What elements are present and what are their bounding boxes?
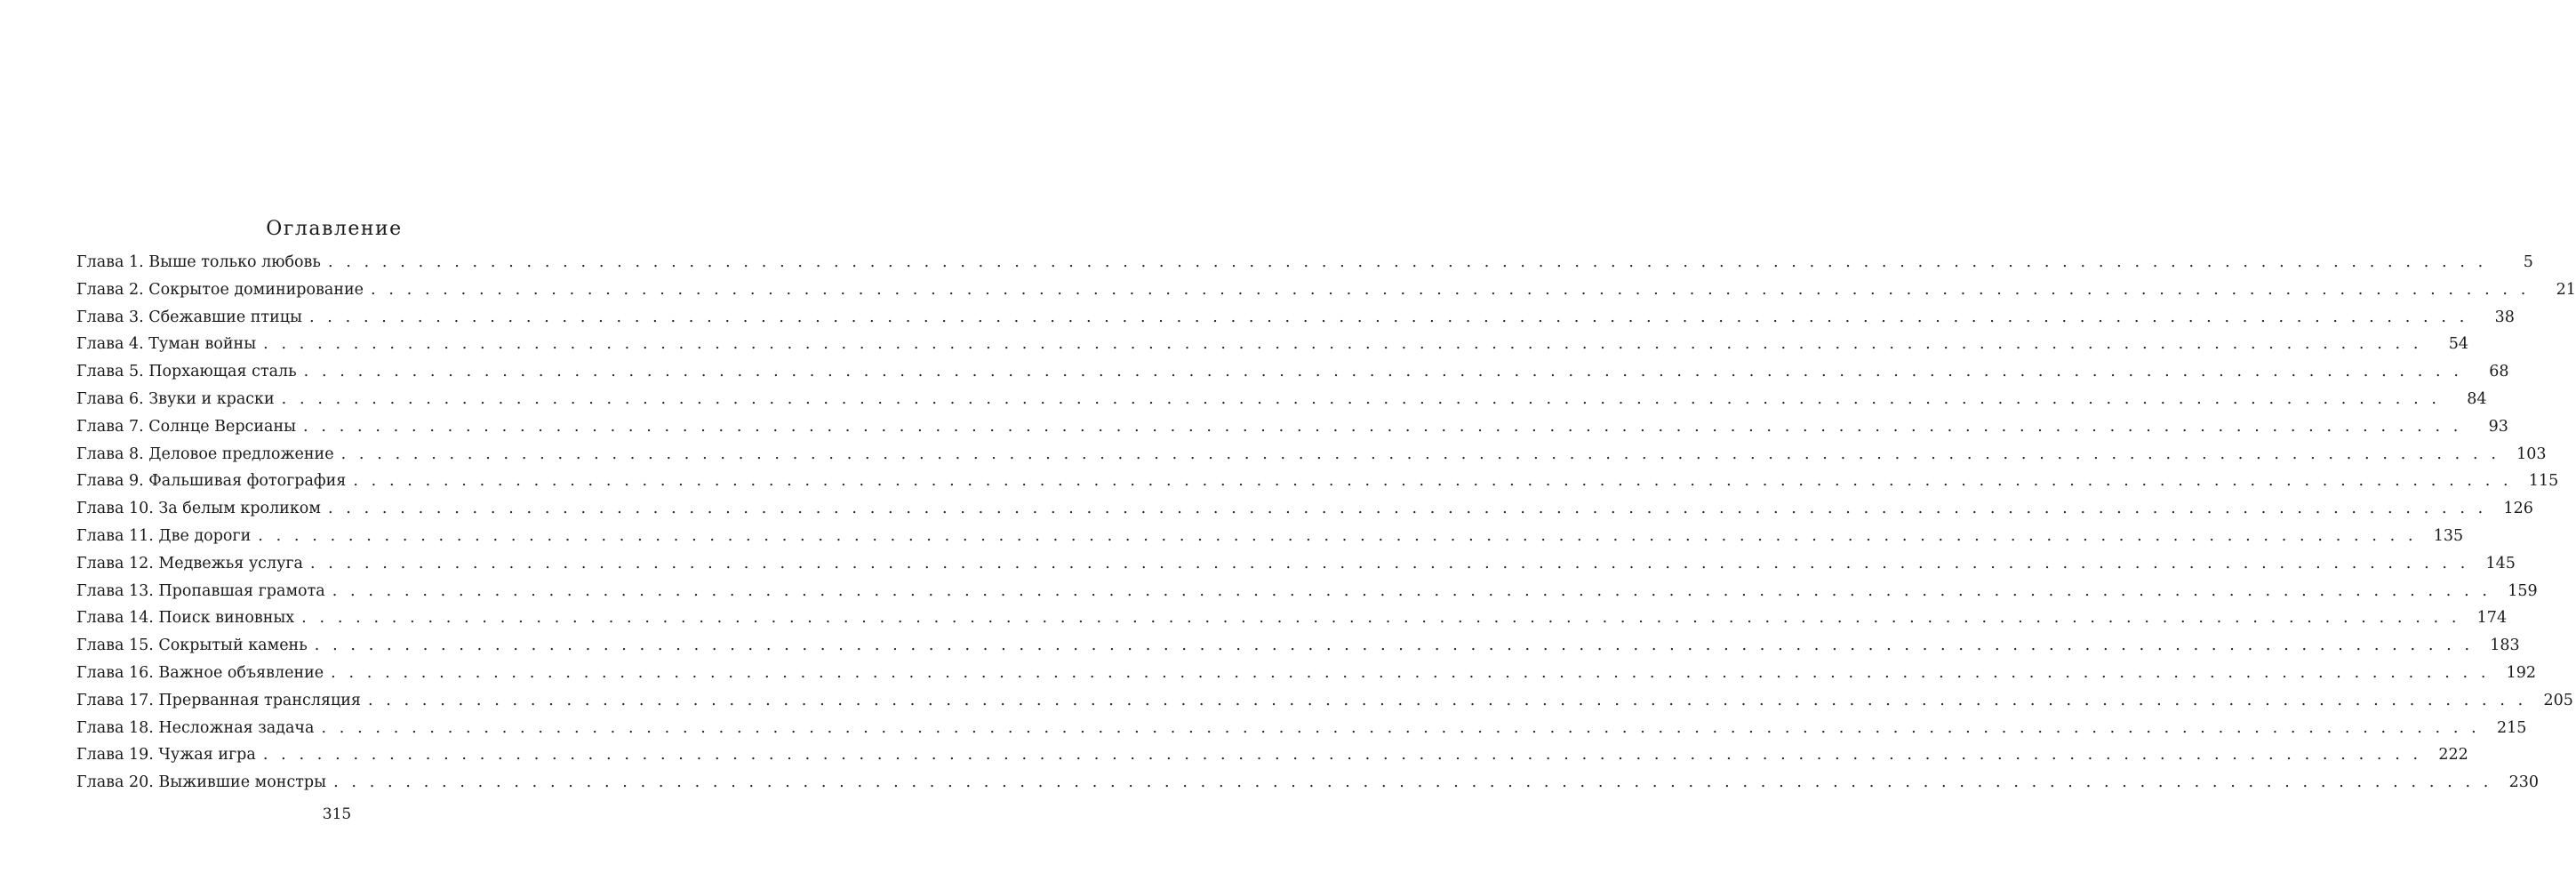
dot-leader: . . . . . . . . . . . . . . . . . . . . . . . . . . . . . . . . . . . . . . . . . . . . . . . . . . . . . . . . . . . . . . . . . . . . . . . . . . . . . . . . . . . . . . . . . . . . . . . . . . . . . . . . . . . . . . . . . . . . . . . . bbox=[371, 280, 2530, 299]
toc-entry bbox=[76, 605, 2508, 632]
toc-entry-page: 93 bbox=[2488, 417, 2508, 436]
toc-entry bbox=[76, 632, 2520, 660]
toc-entry-label: Глава 3. Сбежавшие птицы bbox=[76, 308, 302, 326]
toc-entry-page: 21 bbox=[2556, 280, 2576, 299]
toc-entry bbox=[76, 687, 2573, 715]
toc-entry-label: Глава 12. Медвежья услуга bbox=[76, 554, 303, 573]
dot-leader: . . . . . . . . . . . . . . . . . . . . . . . . . . . . . . . . . . . . . . . . . . . . . . . . . . . . . . . . . . . . . . . . . . . . . . . . . . . . . . . . . . . . . . . . . . . . . . . . . . . . . . . . . . . . . . . . . . . . . . . . bbox=[258, 526, 2418, 545]
toc-entry-label: Глава 19. Чужая игра bbox=[76, 746, 256, 765]
toc-entry bbox=[76, 276, 2576, 304]
toc-entry-page: 5 bbox=[2523, 253, 2533, 271]
dot-leader: . . . . . . . . . . . . . . . . . . . . . . . . . . . . . . . . . . . . . . . . . . . . . . . . . . . . . . . . . . . . . . . . . . . . . . . . . . . . . . . . . . . . . . . . . . . . . . . . . . . . . . . . . . . . . . . . . . . . . . . . bbox=[332, 581, 2492, 600]
toc-entry-page: 222 bbox=[2438, 746, 2468, 765]
toc-entry-label: Глава 7. Солнце Версианы bbox=[76, 417, 297, 436]
toc-entry bbox=[76, 468, 2559, 495]
dot-leader: . . . . . . . . . . . . . . . . . . . . . . . . . . . . . . . . . . . . . . . . . . . . . . . . . . . . . . . . . . . . . . . . . . . . . . . . . . . . . . . . . . . . . . . . . . . . . . . . . . . . . . . . . . . . . . . . . . . . . . . . bbox=[327, 500, 2487, 518]
toc-entry-page: 205 bbox=[2543, 691, 2573, 709]
toc-entry-label: Глава 14. Поиск виновных bbox=[76, 609, 295, 628]
toc-entry bbox=[76, 249, 2533, 276]
toc-entry-label: Глава 11. Две дороги bbox=[76, 526, 252, 545]
toc-entry bbox=[76, 741, 2468, 769]
dot-leader: . . . . . . . . . . . . . . . . . . . . . . . . . . . . . . . . . . . . . . . . . . . . . . . . . . . . . . . . . . . . . . . . . . . . . . . . . . . . . . . . . . . . . . . . . . . . . . . . . . . . . . . . . . . . . . . . . . . . . . . . bbox=[340, 444, 2500, 463]
toc-entry bbox=[76, 331, 2469, 358]
toc-entry-label: Глава 18. Несложная задача bbox=[76, 718, 315, 737]
toc-entry-page: 38 bbox=[2494, 308, 2515, 326]
toc-entry-page: 230 bbox=[2508, 773, 2539, 792]
toc-entry-label: Глава 2. Сокрытое доминирование bbox=[76, 280, 364, 299]
toc-entry bbox=[76, 495, 2533, 523]
toc-entry-label: Глава 15. Сокрытый камень bbox=[76, 637, 308, 655]
page-number: 315 bbox=[322, 805, 352, 823]
dot-leader: . . . . . . . . . . . . . . . . . . . . . . . . . . . . . . . . . . . . . . . . . . . . . . . . . . . . . . . . . . . . . . . . . . . . . . . . . . . . . . . . . . . . . . . . . . . . . . . . . . . . . . . . . . . . . . . . . . . . . . . . bbox=[308, 308, 2468, 326]
toc-list bbox=[76, 249, 2576, 797]
toc-entry-page: 192 bbox=[2506, 663, 2537, 682]
toc-entry-label: Глава 1. Выше только любовь bbox=[76, 253, 321, 271]
toc-entry-page: 159 bbox=[2508, 581, 2538, 600]
dot-leader: . . . . . . . . . . . . . . . . . . . . . . . . . . . . . . . . . . . . . . . . . . . . . . . . . . . . . . . . . . . . . . . . . . . . . . . . . . . . . . . . . . . . . . . . . . . . . . . . . . . . . . . . . . . . . . . . . . . . . . . . bbox=[314, 637, 2474, 655]
toc-entry-page: 126 bbox=[2503, 500, 2533, 518]
toc-entry bbox=[76, 413, 2508, 441]
dot-leader: . . . . . . . . . . . . . . . . . . . . . . . . . . . . . . . . . . . . . . . . . . . . . . . . . . . . . . . . . . . . . . . . . . . . . . . . . . . . . . . . . . . . . . . . . . . . . . . . . . . . . . . . . . . . . . . . . . . . . . . . bbox=[353, 472, 2513, 491]
toc-entry-page: 183 bbox=[2490, 637, 2520, 655]
toc-entry bbox=[76, 715, 2527, 742]
dot-leader: . . . . . . . . . . . . . . . . . . . . . . . . . . . . . . . . . . . . . . . . . . . . . . . . . . . . . . . . . . . . . . . . . . . . . . . . . . . . . . . . . . . . . . . . . . . . . . . . . . . . . . . . . . . . . . . . . . . . . . . . bbox=[367, 691, 2527, 709]
dot-leader: . . . . . . . . . . . . . . . . . . . . . . . . . . . . . . . . . . . . . . . . . . . . . . . . . . . . . . . . . . . . . . . . . . . . . . . . . . . . . . . . . . . . . . . . . . . . . . . . . . . . . . . . . . . . . . . . . . . . . . . . bbox=[263, 335, 2423, 354]
toc-entry bbox=[76, 578, 2538, 605]
toc-entry-label: Глава 9. Фальшивая фотография bbox=[76, 472, 347, 491]
toc-entry-label: Глава 6. Звуки и краски bbox=[76, 389, 275, 408]
dot-leader: . . . . . . . . . . . . . . . . . . . . . . . . . . . . . . . . . . . . . . . . . . . . . . . . . . . . . . . . . . . . . . . . . . . . . . . . . . . . . . . . . . . . . . . . . . . . . . . . . . . . . . . . . . . . . . . . . . . . . . . . bbox=[309, 554, 2469, 573]
toc-entry bbox=[76, 769, 2539, 797]
toc-entry-page: 215 bbox=[2496, 718, 2527, 737]
toc-entry bbox=[76, 386, 2487, 413]
toc-entry-label: Глава 17. Прерванная трансляция bbox=[76, 691, 361, 709]
toc-entry-page: 115 bbox=[2528, 472, 2559, 491]
toc-entry bbox=[76, 660, 2537, 687]
dot-leader: . . . . . . . . . . . . . . . . . . . . . . . . . . . . . . . . . . . . . . . . . . . . . . . . . . . . . . . . . . . . . . . . . . . . . . . . . . . . . . . . . . . . . . . . . . . . . . . . . . . . . . . . . . . . . . . . . . . . . . . . bbox=[321, 718, 2481, 737]
toc-entry-label: Глава 20. Выжившие монстры bbox=[76, 773, 327, 792]
toc-entry-label: Глава 5. Порхающая сталь bbox=[76, 363, 297, 381]
toc-entry-page: 174 bbox=[2476, 609, 2508, 628]
toc-entry-page: 135 bbox=[2433, 526, 2464, 545]
toc-title: Оглавление bbox=[266, 218, 403, 240]
dot-leader: . . . . . . . . . . . . . . . . . . . . . . . . . . . . . . . . . . . . . . . . . . . . . . . . . . . . . . . . . . . . . . . . . . . . . . . . . . . . . . . . . . . . . . . . . . . . . . . . . . . . . . . . . . . . . . . . . . . . . . . . bbox=[327, 253, 2487, 271]
toc-entry-label: Глава 10. За белым кроликом bbox=[76, 500, 321, 518]
toc-entry-label: Глава 13. Пропавшая грамота bbox=[76, 581, 325, 600]
dot-leader: . . . . . . . . . . . . . . . . . . . . . . . . . . . . . . . . . . . . . . . . . . . . . . . . . . . . . . . . . . . . . . . . . . . . . . . . . . . . . . . . . . . . . . . . . . . . . . . . . . . . . . . . . . . . . . . . . . . . . . . . bbox=[281, 389, 2441, 408]
dot-leader: . . . . . . . . . . . . . . . . . . . . . . . . . . . . . . . . . . . . . . . . . . . . . . . . . . . . . . . . . . . . . . . . . . . . . . . . . . . . . . . . . . . . . . . . . . . . . . . . . . . . . . . . . . . . . . . . . . . . . . . . bbox=[303, 363, 2463, 381]
toc-entry bbox=[76, 441, 2547, 469]
toc-entry-page: 68 bbox=[2489, 363, 2509, 381]
dot-leader: . . . . . . . . . . . . . . . . . . . . . . . . . . . . . . . . . . . . . . . . . . . . . . . . . . . . . . . . . . . . . . . . . . . . . . . . . . . . . . . . . . . . . . . . . . . . . . . . . . . . . . . . . . . . . . . . . . . . . . . . bbox=[331, 663, 2491, 682]
toc-entry bbox=[76, 523, 2464, 550]
toc-entry-label: Глава 8. Деловое предложение bbox=[76, 444, 334, 463]
toc-entry-label: Глава 4. Туман войны bbox=[76, 335, 257, 354]
toc-entry-page: 84 bbox=[2467, 389, 2487, 408]
toc-entry-label: Глава 16. Важное объявление bbox=[76, 663, 324, 682]
dot-leader: . . . . . . . . . . . . . . . . . . . . . . . . . . . . . . . . . . . . . . . . . . . . . . . . . . . . . . . . . . . . . . . . . . . . . . . . . . . . . . . . . . . . . . . . . . . . . . . . . . . . . . . . . . . . . . . . . . . . . . . . bbox=[333, 773, 2492, 792]
toc-entry bbox=[76, 358, 2509, 386]
toc-entry-page: 103 bbox=[2516, 444, 2547, 463]
toc-entry-page: 145 bbox=[2485, 554, 2516, 573]
dot-leader: . . . . . . . . . . . . . . . . . . . . . . . . . . . . . . . . . . . . . . . . . . . . . . . . . . . . . . . . . . . . . . . . . . . . . . . . . . . . . . . . . . . . . . . . . . . . . . . . . . . . . . . . . . . . . . . . . . . . . . . . bbox=[262, 746, 2422, 765]
dot-leader: . . . . . . . . . . . . . . . . . . . . . . . . . . . . . . . . . . . . . . . . . . . . . . . . . . . . . . . . . . . . . . . . . . . . . . . . . . . . . . . . . . . . . . . . . . . . . . . . . . . . . . . . . . . . . . . . . . . . . . . . bbox=[303, 417, 2462, 436]
toc-entry bbox=[76, 550, 2516, 578]
toc-entry-page: 54 bbox=[2448, 335, 2469, 354]
toc-entry bbox=[76, 304, 2515, 332]
dot-leader: . . . . . . . . . . . . . . . . . . . . . . . . . . . . . . . . . . . . . . . . . . . . . . . . . . . . . . . . . . . . . . . . . . . . . . . . . . . . . . . . . . . . . . . . . . . . . . . . . . . . . . . . . . . . . . . . . . . . . . . . bbox=[301, 609, 2461, 628]
